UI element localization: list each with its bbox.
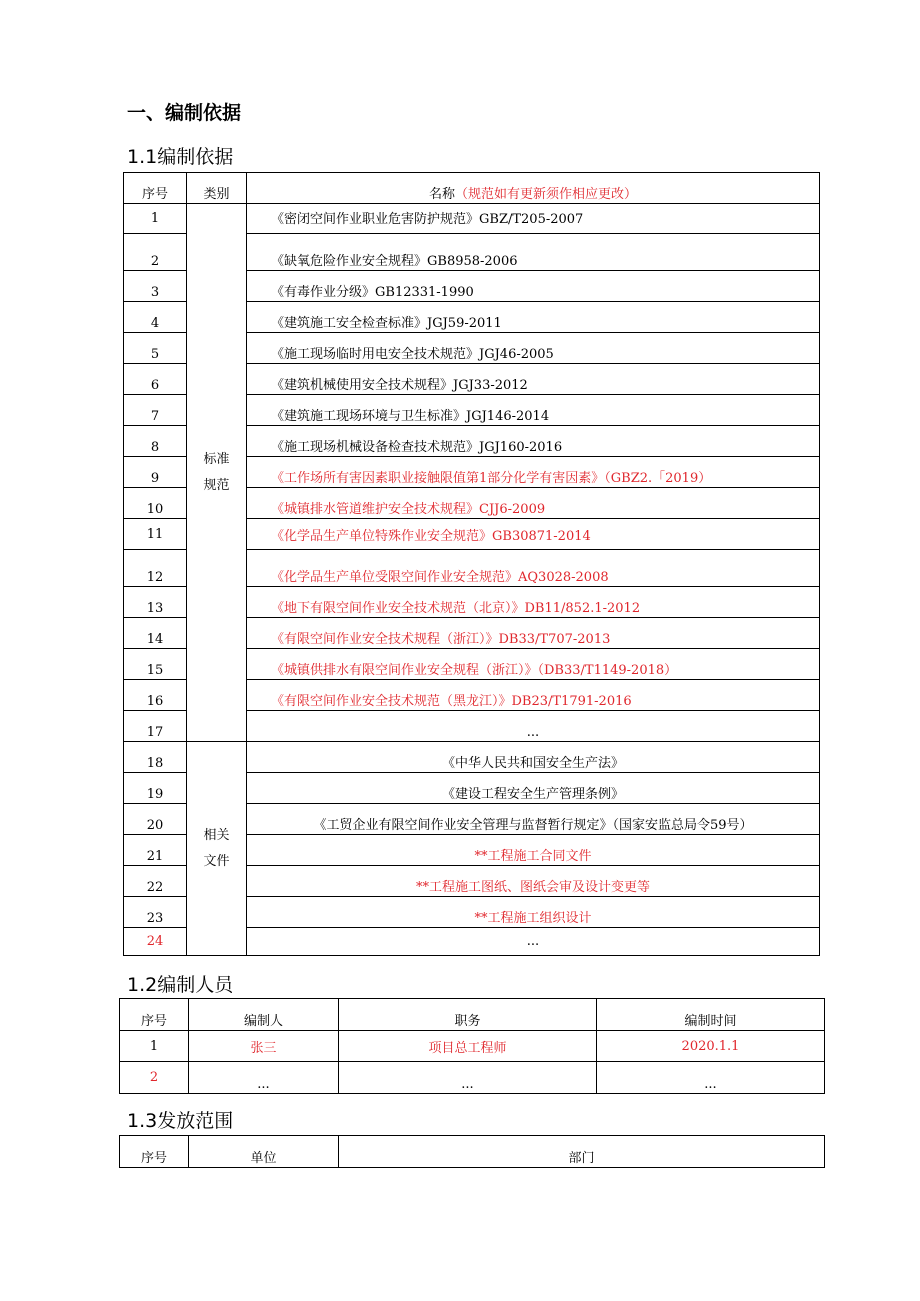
category-standards [187, 204, 247, 742]
row-no: 8 [124, 426, 187, 457]
staff-header-position: 职务 [339, 999, 597, 1031]
category-standards-line-2: 规范 [203, 477, 230, 493]
staff-date: ... [597, 1062, 825, 1094]
row-name: ... [247, 711, 820, 742]
distribution-header-unit: 单位 [189, 1136, 339, 1168]
category-standards-line-1: 标准 [203, 451, 230, 467]
row-no: 20 [124, 804, 187, 835]
header-no: 序号 [124, 173, 187, 204]
distribution-table [119, 1135, 825, 1168]
distribution-header-row [120, 1136, 825, 1168]
row-name: 《工作场所有害因素职业接触限值第1部分化学有害因素》（GBZ2.「2019） [247, 457, 820, 488]
row-no: 15 [124, 649, 187, 680]
header-name-note: （规范如有更新须作相应更改） [455, 187, 638, 202]
row-no: 21 [124, 835, 187, 866]
section-1-title: 1.1编制依据 [127, 146, 234, 168]
row-no: 24 [124, 928, 187, 956]
row-no: 23 [124, 897, 187, 928]
row-name: 《施工现场临时用电安全技术规范》JGJ46-2005 [247, 333, 820, 364]
row-name: 《有限空间作业安全技术规程（浙江）》DB33/T707-2013 [247, 618, 820, 649]
category-related-line-1: 相关 [203, 827, 230, 843]
staff-header-row [120, 999, 825, 1031]
row-name: 《建筑施工安全检查标准》JGJ59-2011 [247, 302, 820, 333]
staff-no: 1 [120, 1031, 189, 1062]
row-name: **工程施工图纸、图纸会审及设计变更等 [247, 866, 820, 897]
row-no: 11 [124, 519, 187, 550]
row-name: 《建设工程安全生产管理条例》 [247, 773, 820, 804]
header-category: 类别 [187, 173, 247, 204]
row-no: 10 [124, 488, 187, 519]
row-name: 《缺氧危险作业安全规程》GB8958-2006 [247, 234, 820, 271]
row-name: 《中华人民共和国安全生产法》 [247, 742, 820, 773]
row-no: 22 [124, 866, 187, 897]
row-name: 《有限空间作业安全技术规范（黑龙江）》DB23/T1791-2016 [247, 680, 820, 711]
row-no: 6 [124, 364, 187, 395]
row-name: 《有毒作业分级》GB12331-1990 [247, 271, 820, 302]
staff-date: 2020.1.1 [597, 1031, 825, 1062]
staff-row [120, 1031, 825, 1062]
basis-table [123, 172, 820, 956]
staff-row [120, 1062, 825, 1094]
row-no: 9 [124, 457, 187, 488]
row-no: 12 [124, 550, 187, 587]
row-no: 14 [124, 618, 187, 649]
header-name-label: 名称 [428, 187, 455, 202]
table-header-row [124, 173, 820, 204]
row-no: 1 [124, 204, 187, 234]
category-related-line-2: 文件 [203, 853, 230, 869]
staff-editor: ... [189, 1062, 339, 1094]
table-row [124, 742, 820, 773]
staff-header-date: 编制时间 [597, 999, 825, 1031]
section-3-title: 1.3发放范围 [127, 1110, 234, 1132]
staff-header-editor: 编制人 [189, 999, 339, 1031]
row-no: 18 [124, 742, 187, 773]
row-name: **工程施工组织设计 [247, 897, 820, 928]
row-name: 《工贸企业有限空间作业安全管理与监督暂行规定》（国家安监总局令59号） [247, 804, 820, 835]
row-name: 《城镇排水管道维护安全技术规程》CJJ6-2009 [247, 488, 820, 519]
row-name: 《化学品生产单位特殊作业安全规范》GB30871-2014 [247, 519, 820, 550]
row-no: 13 [124, 587, 187, 618]
header-name [247, 173, 820, 204]
table-row [124, 204, 820, 234]
staff-no: 2 [120, 1062, 189, 1094]
row-no: 4 [124, 302, 187, 333]
section-2-title: 1.2编制人员 [127, 974, 234, 996]
row-name: **工程施工合同文件 [247, 835, 820, 866]
row-name: 《施工现场机械设备检查技术规范》JGJ160-2016 [247, 426, 820, 457]
row-no: 17 [124, 711, 187, 742]
row-name: 《建筑施工现场环境与卫生标准》JGJ146-2014 [247, 395, 820, 426]
row-name: 《密闭空间作业职业危害防护规范》GBZ/T205-2007 [247, 204, 820, 234]
row-name: 《地下有限空间作业安全技术规范（北京）》DB11/852.1-2012 [247, 587, 820, 618]
staff-position: ... [339, 1062, 597, 1094]
row-name: ... [247, 928, 820, 956]
row-no: 19 [124, 773, 187, 804]
row-no: 7 [124, 395, 187, 426]
distribution-header-no: 序号 [120, 1136, 189, 1168]
row-name: 《建筑机械使用安全技术规程》JGJ33-2012 [247, 364, 820, 395]
row-no: 5 [124, 333, 187, 364]
staff-position: 项目总工程师 [339, 1031, 597, 1062]
staff-editor: 张三 [189, 1031, 339, 1062]
distribution-header-department: 部门 [339, 1136, 825, 1168]
row-no: 3 [124, 271, 187, 302]
row-name: 《城镇供排水有限空间作业安全规程（浙江）》（DB33/T1149-2018） [247, 649, 820, 680]
staff-header-no: 序号 [120, 999, 189, 1031]
staff-table [119, 998, 825, 1094]
row-name: 《化学品生产单位受限空间作业安全规范》AQ3028-2008 [247, 550, 820, 587]
row-no: 2 [124, 234, 187, 271]
category-related [187, 742, 247, 956]
document-heading: 一、编制依据 [127, 102, 242, 124]
row-no: 16 [124, 680, 187, 711]
